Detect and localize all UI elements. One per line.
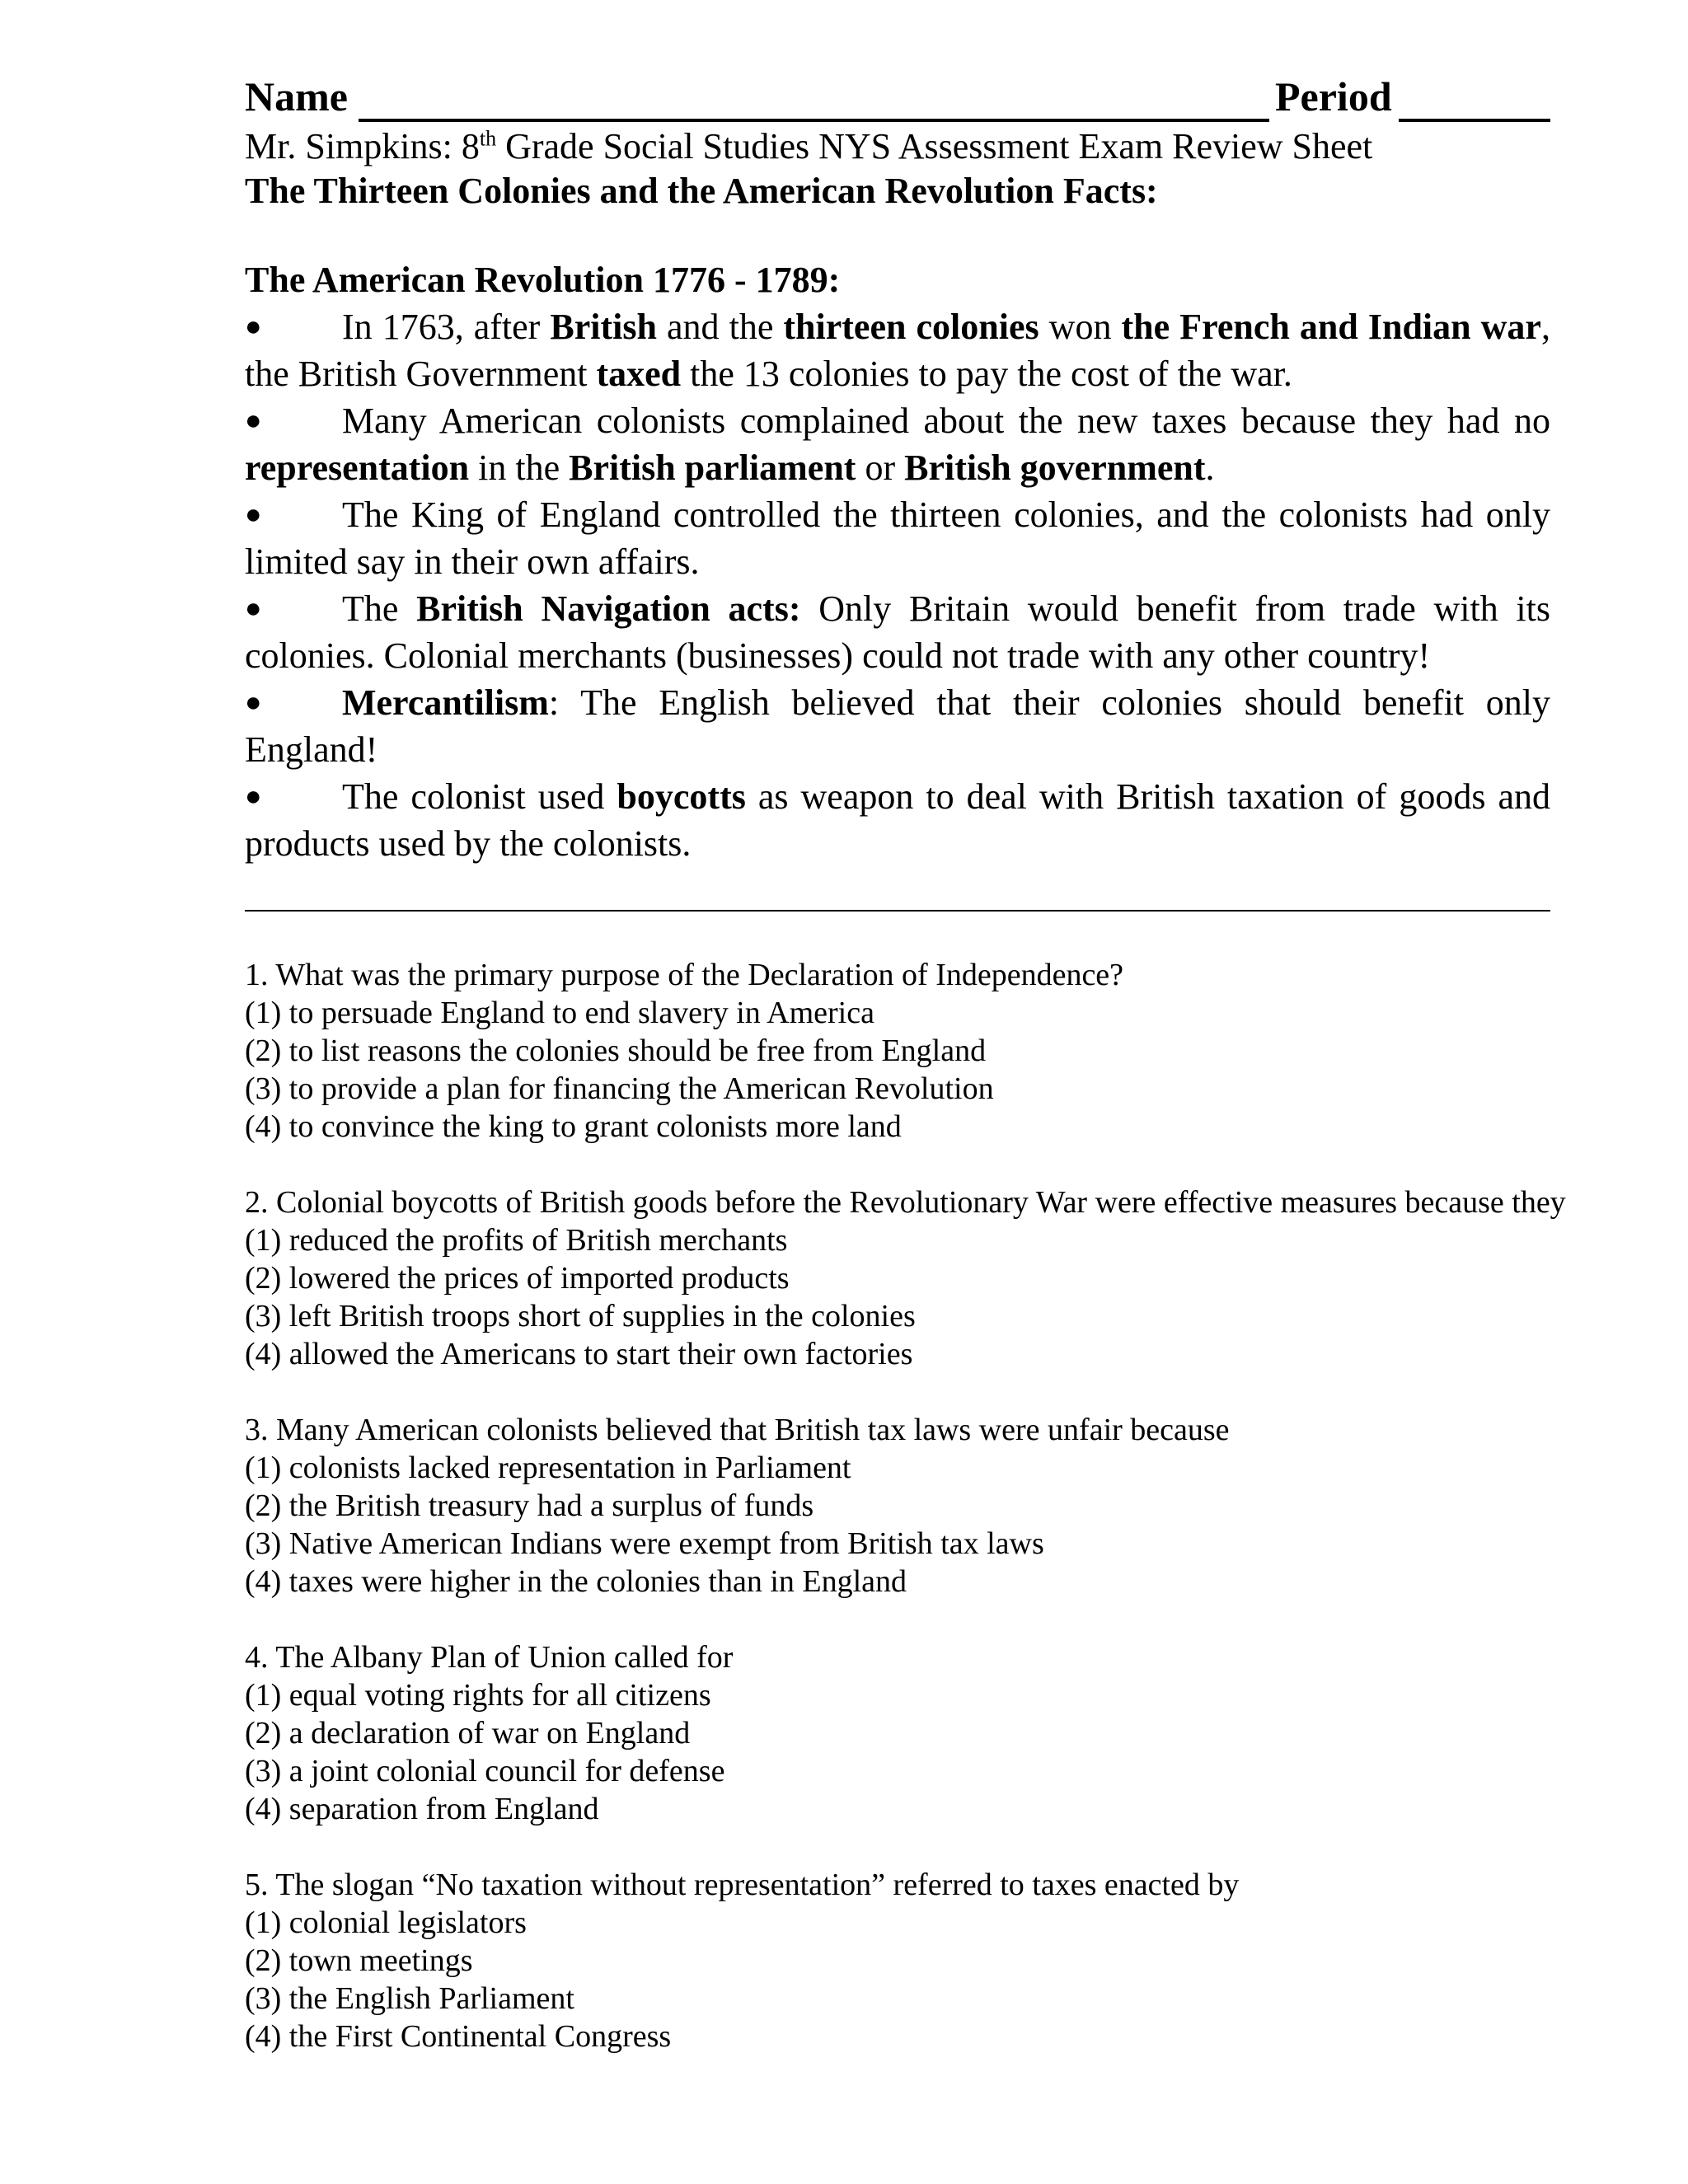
facts-list [245,303,1550,867]
bullet-icon: ● [245,687,262,718]
question-stem: 3. Many American colonists believed that British tax laws were unfair because [245,1413,1230,1447]
answer-option: (4) allowed the Americans to start their own factories [245,1337,913,1371]
bullet-icon: ● [245,781,262,812]
fact-item [245,491,1550,585]
fact-text: The King of England controlled the thirteen colonies, and the colonists had only limited say in their own affairs. [245,494,1550,582]
question-item [245,1411,1580,1601]
fact-item [245,679,1550,773]
fact-item [245,773,1550,867]
course-subtitle [245,125,1372,167]
fact-bold-text: boycotts [617,776,746,817]
answer-option: (2) a declaration of war on England [245,1716,691,1750]
fact-text: as weapon to deal with British taxation of goods and products used by the colonists. [245,776,1550,864]
fact-text: and the [656,307,784,347]
answer-option: (2) town meetings [245,1943,473,1978]
fact-text: , the British Government [245,307,1550,394]
bullet-icon: ● [245,593,262,624]
answer-option: (3) the English Parliament [245,1981,574,2016]
question-item [245,956,1580,1146]
answer-option: (2) lowered the prices of imported products [245,1261,790,1296]
answer-option: (1) colonial legislators [245,1905,527,1940]
question-stem: 4. The Albany Plan of Union called for [245,1640,734,1675]
fact-text: In 1763, after [342,307,551,347]
answer-option: (2) the British treasury had a surplus of funds [245,1488,814,1523]
answer-option: (4) the First Continental Congress [245,2019,672,2054]
answer-option: (1) colonists lacked representation in Parliament [245,1451,851,1485]
fact-bold-text: Mercantilism [342,682,549,723]
name-blank-line [359,119,1269,122]
answer-option: (3) to provide a plan for financing the American Revolution [245,1071,994,1106]
answer-option: (4) taxes were higher in the colonies than in England [245,1564,907,1599]
section-divider [245,910,1550,912]
fact-bold-text: British parliament [569,448,856,488]
fact-text: Only Britain would benefit from trade with its colonies. Colonial merchants (businesses) could not trade with any other country! [245,588,1550,676]
bullet-icon: ● [245,312,262,342]
question-item [245,1183,1580,1373]
fact-text: The [342,588,417,629]
question-stem: 2. Colonial boycotts of British goods before the Revolutionary War were effective measures because they [245,1185,1566,1220]
fact-text: or [856,448,905,488]
answer-option: (3) Native American Indians were exempt from British tax laws [245,1526,1044,1561]
name-label: Name [245,73,348,120]
period-label: Period [1275,73,1392,120]
answer-option: (1) to persuade England to end slavery in America [245,996,874,1030]
answer-option: (3) a joint colonial council for defense [245,1754,725,1788]
answer-option: (4) to convince the king to grant colonists more land [245,1109,902,1144]
fact-text: won [1039,307,1122,347]
question-item [245,1866,1580,2055]
answer-option: (1) reduced the profits of British merchants [245,1223,788,1258]
fact-bold-text: representation [245,448,470,488]
fact-text: the 13 colonies to pay the cost of the war. [681,354,1292,394]
question-stem: 1. What was the primary purpose of the Declaration of Independence? [245,958,1124,992]
fact-bold-text: British [550,307,657,347]
fact-text: The colonist used [342,776,617,817]
question-item [245,1638,1580,1828]
answer-option: (1) equal voting rights for all citizens [245,1678,711,1713]
question-stem: 5. The slogan “No taxation without representation” referred to taxes enacted by [245,1868,1240,1902]
revolution-heading: The American Revolution 1776 - 1789: [245,260,841,300]
fact-item [245,397,1550,491]
questions-list [245,956,1580,2093]
subtitle-prefix: Mr. Simpkins: 8 [245,126,480,166]
fact-item [245,303,1550,397]
answer-option: (2) to list reasons the colonies should be free from England [245,1033,987,1068]
subtitle-superscript: th [479,126,497,151]
bullet-icon: ● [245,405,262,436]
answer-option: (4) separation from England [245,1792,599,1826]
fact-text: in the [469,448,570,488]
fact-text: Many American colonists complained about the new taxes because they had no [342,401,1550,441]
fact-bold-text: thirteen colonies [783,307,1039,347]
bullet-icon: ● [245,499,262,530]
answer-option: (3) left British troops short of supplies in the colonies [245,1299,916,1333]
fact-text: : The English believed that their colonies should benefit only England! [245,682,1550,770]
subtitle-suffix: Grade Social Studies NYS Assessment Exam Review Sheet [496,126,1373,166]
period-blank-line [1399,119,1550,122]
fact-bold-text: British government [904,448,1206,488]
fact-text: . [1205,448,1215,488]
fact-item [245,585,1550,679]
section-title: The Thirteen Colonies and the American Revolution Facts: [245,171,1158,211]
student-info-header [245,73,1550,132]
fact-bold-text: the French and Indian war [1121,307,1541,347]
fact-bold-text: taxed [596,354,682,394]
fact-bold-text: British Navigation acts: [416,588,801,629]
